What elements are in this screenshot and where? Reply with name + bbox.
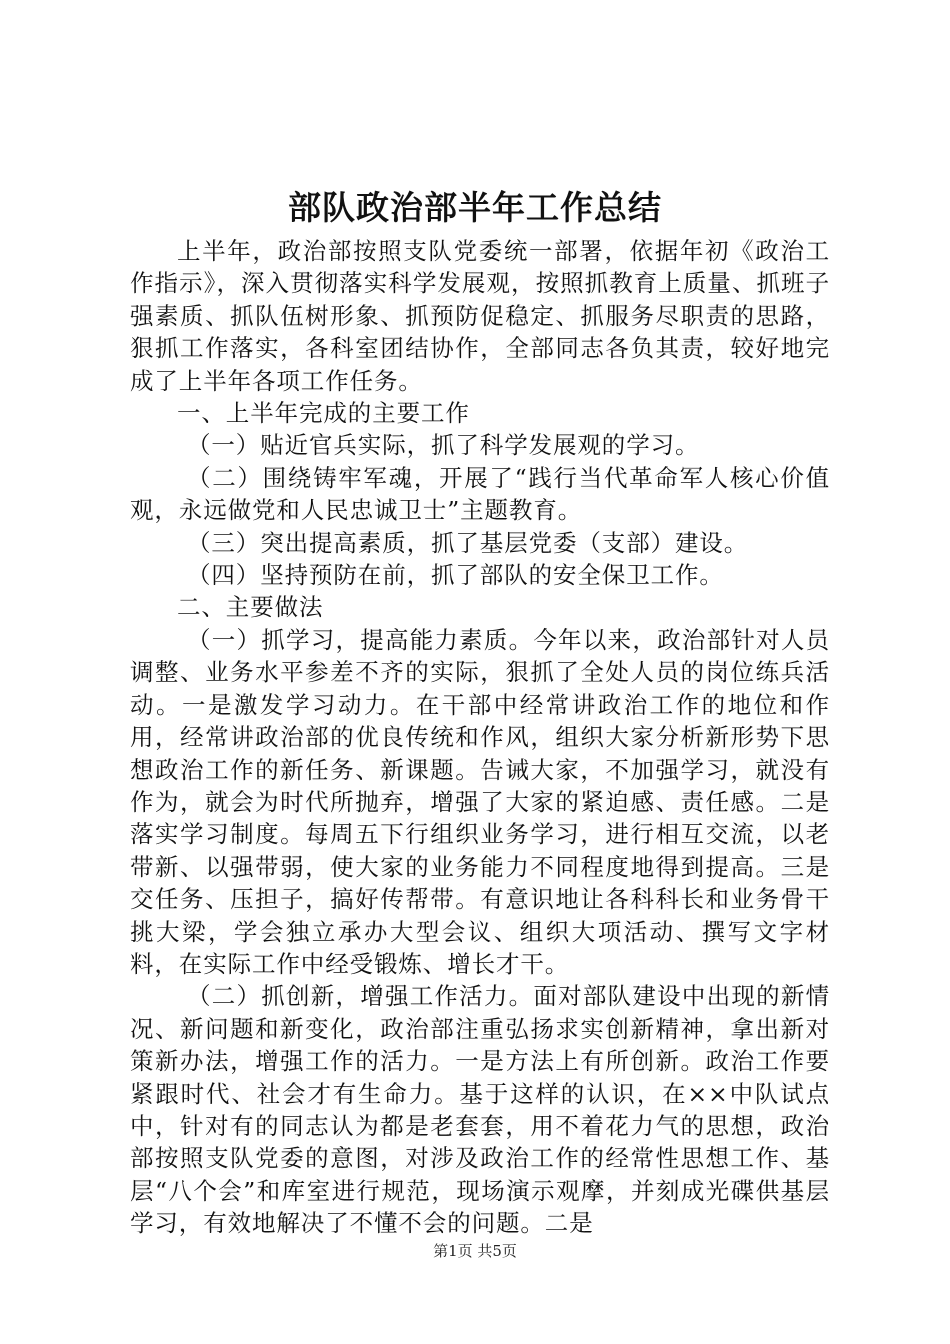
- method-paragraph-2: （二）抓创新，增强工作活力。面对部队建设中出现的新情况、新问题和新变化，政治部注重弘扬求实创新精神，拿出新对策新办法，增强工作的活力。一是方法上有所创新。政治工作要紧跟时代、社会才有生命力。基于这样的认识，在××中队试点中，针对有的同志认为都是老套套，用不着花力气的思想，政治部按照支队党委的意图，对涉及政治工作的经常性思想工作、基层“八个会”和库室进行规范，现场演示观摩，并刻成光碟供基层学习，有效地解决了不懂不会的问题。二是: [130, 982, 830, 1238]
- intro-paragraph: 上半年，政治部按照支队党委统一部署，依据年初《政治工作指示》，深入贯彻落实科学发展观，按照抓教育上质量、抓班子强素质、抓队伍树形象、抓预防促稳定、抓服务尽职责的思路，狠抓工作落实，各科室团结协作，全部同志各负其责，较好地完成了上半年各项工作任务。: [130, 237, 830, 395]
- list-item-2: （二）围绕铸牢军魂，开展了“践行当代革命军人核心价值观，永远做党和人民忠诚卫士”主题教育。: [130, 463, 830, 525]
- list-item-3: （三）突出提高素质，抓了基层党委（支部）建设。: [187, 528, 749, 557]
- page-footer: 第1页 共5页: [433, 1242, 517, 1260]
- section-heading-1: 一、上半年完成的主要工作: [177, 399, 470, 428]
- method-paragraph-1: （一）抓学习，提高能力素质。今年以来，政治部针对人员调整、业务水平参差不齐的实际，狠抓了全处人员的岗位练兵活动。一是激发学习动力。在干部中经常讲政治工作的地位和作用，经常讲政治部的优良传统和作风，组织大家分析新形势下思想政治工作的新任务、新课题。告诫大家，不加强学习，就没有作为，就会为时代所抛弃，增强了大家的紧迫感、责任感。二是落实学习制度。每周五下行组织业务学习，进行相互交流，以老带新、以强带弱，使大家的业务能力不同程度地得到提高。三是交任务、压担子，搞好传帮带。有意识地让各科科长和业务骨干挑大梁，学会独立承办大型会议、组织大项活动、撰写文字材料，在实际工作中经受锻炼、增长才干。: [130, 625, 830, 978]
- list-item-4: （四）坚持预防在前，抓了部队的安全保卫工作。: [187, 561, 724, 590]
- document-title: 部队政治部半年工作总结: [288, 188, 662, 227]
- section-heading-2: 二、主要做法: [177, 593, 324, 622]
- list-item-1: （一）贴近官兵实际，抓了科学发展观的学习。: [187, 431, 700, 460]
- document-body: [130, 235, 830, 1240]
